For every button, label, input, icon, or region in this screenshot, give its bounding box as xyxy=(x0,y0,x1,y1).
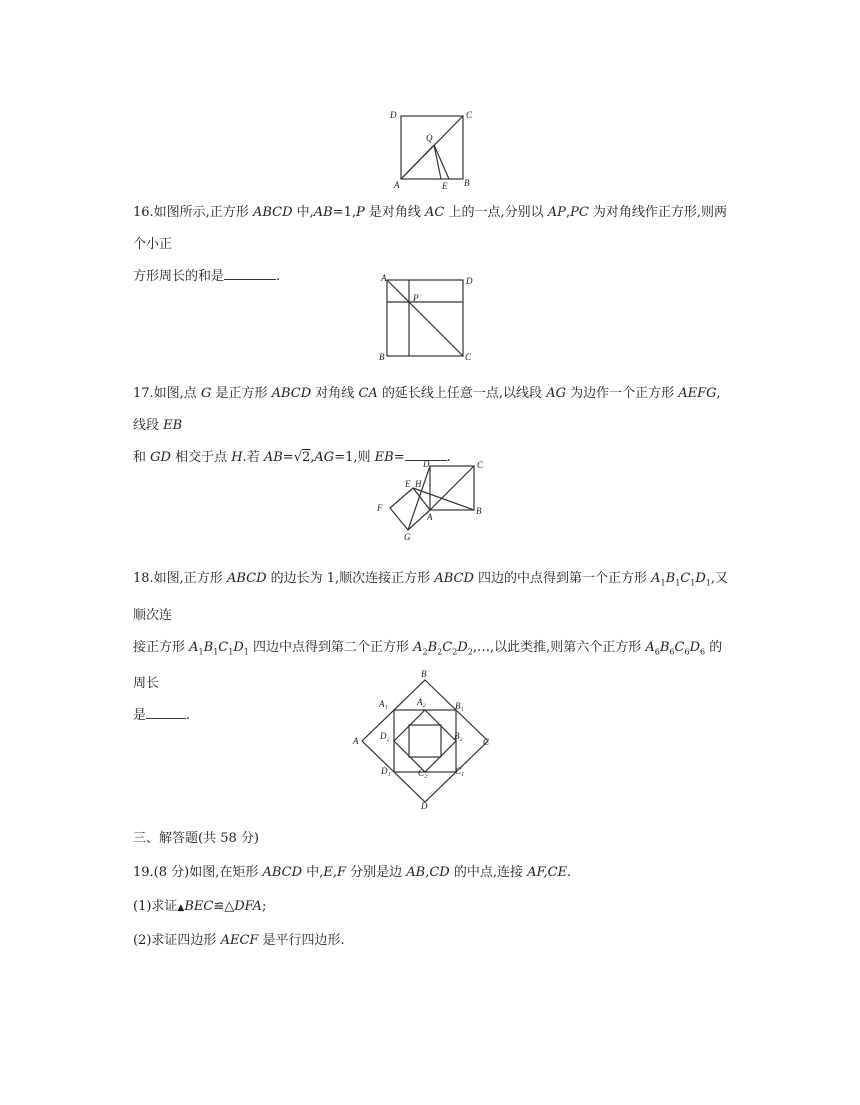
figure-q18 xyxy=(350,668,498,810)
fig18-label-c: C xyxy=(483,737,490,747)
fig18-label-a: A xyxy=(353,736,359,746)
fig17-label-d: D xyxy=(423,459,430,469)
question-17: 17.如图,点 G 是正方形 ABCD 对角线 CA 的延长线上任意一点,以线段 AG 为边作一个正方形 AEFG,线段 EB 和 GD 相交于点 H.若 AB=√2,AG=1,则 EB= . xyxy=(133,386,721,465)
fig18-label-a2: A₂ xyxy=(417,697,426,707)
fig17-label-c: C xyxy=(477,460,484,470)
question-19-part-2: (2)求证四边形 AECF 是平行四边形. xyxy=(133,933,345,948)
figure-q16 xyxy=(376,272,480,364)
figure-q17 xyxy=(370,456,492,546)
fig18-label-b2: B₂ xyxy=(454,731,463,741)
fig18-label-a1: A₁ xyxy=(379,699,388,709)
fig17-label-e: E xyxy=(405,479,411,489)
fig18-label-d1: D₁ xyxy=(381,766,391,776)
fig17-label-g: G xyxy=(404,532,411,542)
fig15-label-q: Q xyxy=(426,133,433,143)
fig16-label-p: P xyxy=(413,293,419,303)
fig15-label-a: A xyxy=(394,180,400,190)
fig17-label-b: B xyxy=(476,506,482,516)
fig16-label-d: D xyxy=(466,276,473,286)
answer-blank-16 xyxy=(224,267,276,280)
fig15-label-d: D xyxy=(390,110,397,120)
section-heading: 三、解答题(共 58 分) xyxy=(133,831,259,846)
fig18-label-b1: B₁ xyxy=(455,701,464,711)
fig16-label-a: A xyxy=(381,273,387,283)
fig17-label-a: A xyxy=(427,512,433,522)
fig17-label-h: H xyxy=(415,479,422,489)
fig18-label-b: B xyxy=(421,669,427,679)
fig18-label-c1: C₁ xyxy=(455,766,465,776)
fig15-label-c: C xyxy=(466,110,473,120)
fig17-label-f: F xyxy=(377,503,383,513)
fig18-label-c2: C₂ xyxy=(418,768,428,778)
question-19: 19.(8 分)如图,在矩形 ABCD 中,E,F 分别是边 AB,CD 的中点,连接 AF,CE. xyxy=(133,865,572,880)
fig18-label-d2: D₂ xyxy=(380,731,390,741)
fig16-label-b: B xyxy=(379,352,385,362)
question-16: 16.如图所示,正方形 ABCD 中,AB=1,P 是对角线 AC 上的一点,分别以 AP,PC 为对角线作正方形,则两个小正 方形周长的和是 . xyxy=(133,205,728,284)
answer-blank-18 xyxy=(146,706,186,719)
triangle-symbol: ▲ xyxy=(177,903,185,913)
fig18-label-d: D xyxy=(421,801,428,810)
question-19-part-1: (1)求证▲BEC≌△DFA; xyxy=(133,899,267,914)
figure-q15 xyxy=(388,108,478,194)
fig15-label-b: B xyxy=(464,178,470,188)
fig16-label-c: C xyxy=(465,352,472,362)
question-18: 18.如图,正方形 ABCD 的边长为 1,顺次连接正方形 ABCD 四边的中点得到第一个正方形 $A_1B_1C_1D_1$,又顺次连 接正方形 $A_1B_1C_1D_1$ 四边中点得到第二个正方形 $A_2B_2C_2D_2,\dots$,以此类推,则第六个正方形 $A_6B_6C_6D_6$ 的周长 是 . xyxy=(133,571,729,724)
fig15-label-e: E xyxy=(442,181,448,191)
